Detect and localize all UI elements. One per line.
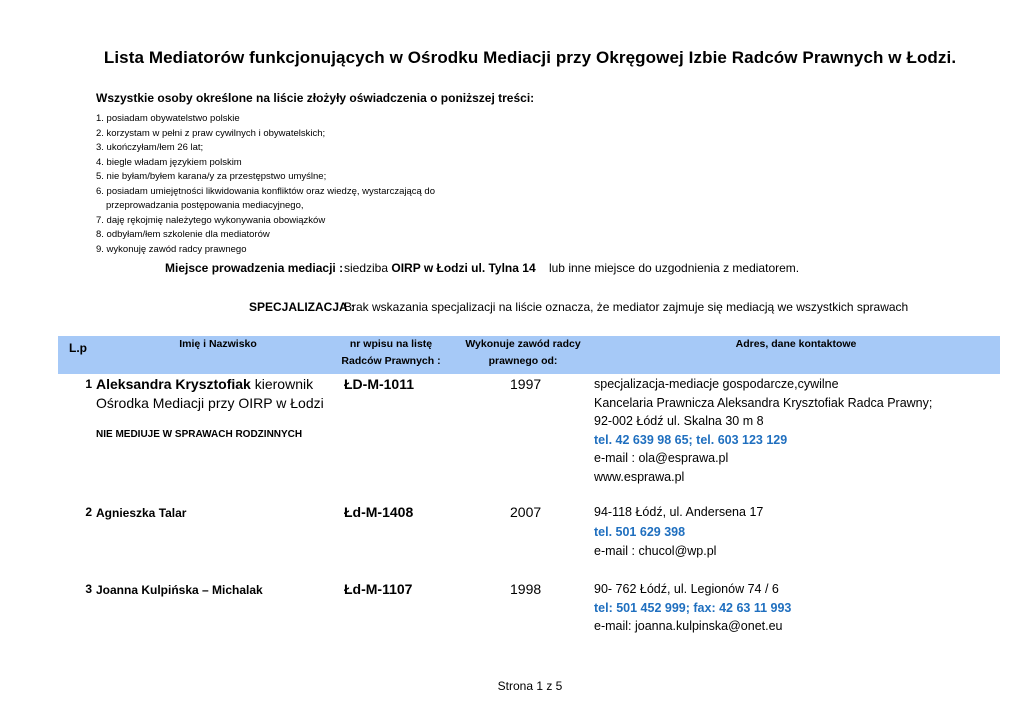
specialization-text: Brak wskazania specjalizacji na liście oznacza, że mediator zajmuje się mediacją we wszystkich sprawach [344,300,909,314]
phone-number: tel. 42 639 98 65; tel. 603 123 129 [594,432,788,447]
header-lp: L.p [69,341,87,355]
condition-item: 8. odbyłam/łem szkolenie dla mediatorów [96,229,270,240]
mediator-name-cell [96,503,336,523]
condition-item: 6. posiadam umiejętności likwidowania konfliktów oraz wiedzę, wystarczającą do [96,185,435,197]
condition-item: 3. ukończyłam/łem 26 lat; [96,142,204,153]
practicing-since: 1998 [510,581,542,597]
email-address[interactable]: e-mail : chucol@wp.pl [594,544,717,558]
email-address[interactable]: e-mail : ola@esprawa.pl [594,451,729,465]
address-line: 92-002 Łódź ul. Skalna 30 m 8 [594,414,764,428]
phone-number: tel. 501 629 398 [594,524,686,539]
condition-item: 2. korzystam w pełni z praw cywilnych i obywatelskich; [96,127,326,139]
mediator-role-line2: Ośrodka Mediacji przy OIRP w Łodzi [96,395,324,411]
mediator-name: Aleksandra Krysztofiak [96,376,251,392]
header-nr-line: Radców Prawnych : [341,355,441,367]
mediator-note: NIE MEDIUJE W SPRAWACH RODZINNYCH [96,429,303,440]
page-title: Lista Mediatorów funkcjonujących w Ośrodku Mediacji przy Okręgowej Izbie Radców Prawnych w Łodzi. [103,48,957,67]
mediator-name-cell [96,375,336,444]
intro-statement: Wszystkie osoby określone na liście złożyły oświadczenia o poniższej treści: [96,91,535,105]
row-lp: 2 [85,505,92,519]
practicing-since: 2007 [510,504,542,520]
table-header [58,336,1000,374]
row-lp: 3 [85,582,92,596]
registration-number: Łd-M-1408 [344,504,414,520]
address-line: Kancelaria Prawnicza Aleksandra Krysztofiak Radca Prawny; [594,395,933,410]
specialization-label: SPECJALIZACJA : [249,300,355,314]
website-link[interactable]: www.esprawa.pl [594,469,685,484]
header-nr-line: nr wpisu na listę [349,338,433,350]
practicing-since: 1997 [510,376,542,392]
place-suffix: lub inne miejsce do uzgodnienia z mediatorem. [548,261,800,275]
place-text [344,261,799,275]
condition-item: 1. posiadam obywatelstwo polskie [96,113,240,124]
condition-item: 4. biegle władam językiem polskim [96,156,242,168]
mediator-name-cell [96,580,336,600]
mediator-role: kierownik [250,376,314,392]
header-work-line: prawnego od: [488,355,558,367]
condition-item: 9. wykonuję zawód radcy prawnego [96,243,247,255]
phone-number: tel: 501 452 999; fax: 42 63 11 993 [594,600,792,615]
condition-item: 7. daję rękojmię należytego wykonywania obowiązków [96,214,326,226]
contact-cell [594,503,763,562]
header-work-line: Wykonuje zawód radcy [465,338,581,350]
address-line: 94-118 Łódź, ul. Andersena 17 [594,505,764,519]
header-practicing-since [454,336,592,370]
address-line: specjalizacja-mediacje gospodarcze,cywilne [594,377,839,391]
header-address: Adres, dane kontaktowe [735,338,857,350]
mediator-name: Joanna Kulpińska – Michalak [96,583,263,597]
header-name: Imię i Nazwisko [179,338,257,350]
place-prefix: siedziba [344,261,389,275]
registration-number: Łd-M-1107 [344,581,413,597]
header-registration-number [336,336,446,370]
email-address[interactable]: e-mail: joanna.kulpinska@onet.eu [594,619,783,633]
place-label: Miejsce prowadzenia mediacji : [165,261,344,275]
place-address: OIRP w Łodzi ul. Tylna 14 [391,261,536,275]
contact-cell [594,580,791,636]
condition-item: 5. nie byłam/byłem karana/y za przestępstwo umyślne; [96,171,327,182]
address-line: 90- 762 Łódź, ul. Legionów 74 / 6 [594,582,779,596]
conditions-list [96,112,435,257]
row-lp: 1 [85,377,92,391]
mediator-name: Agnieszka Talar [96,506,187,520]
contact-cell [594,375,932,486]
page-number: Strona 1 z 5 [497,679,563,693]
registration-number: ŁD-M-1011 [344,376,415,392]
condition-item-continuation: przeprowadzania postępowania mediacyjnego, [106,200,304,211]
